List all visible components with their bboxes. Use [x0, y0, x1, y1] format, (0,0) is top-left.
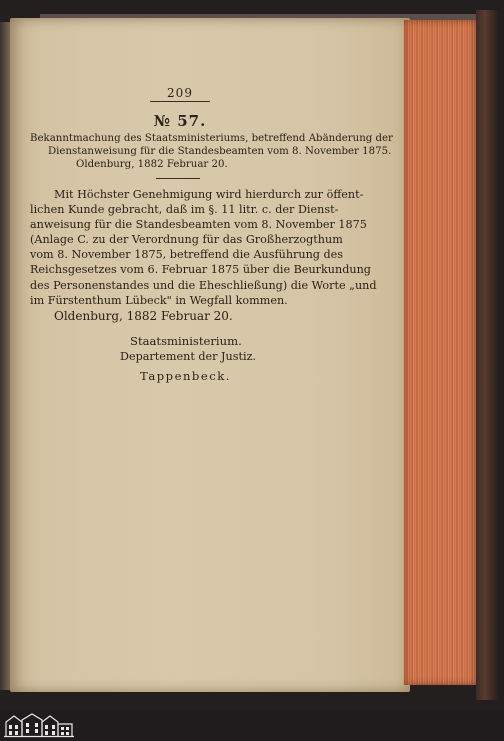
- body-line: Reichsgesetzes vom 6. Februar 1875 über die Beurkundung: [30, 263, 371, 277]
- heading-line: Bekanntmachung des Staatsministeriums, betreffend Abänderung der: [30, 133, 393, 144]
- body-line: im Fürstenthum Lübeck" in Wegfall kommen.: [30, 293, 288, 307]
- body-line: (Anlage C. zu der Verordnung für das Großherzogthum: [30, 233, 343, 247]
- notice-number: № 57.: [153, 112, 207, 130]
- signature-department: Departement der Justiz.: [120, 350, 257, 363]
- notice-body: [30, 187, 377, 308]
- signature-name: Tappenbeck.: [140, 369, 231, 383]
- body-line: des Personenstandes und die Eheschließung) die Worte „und: [30, 278, 377, 292]
- footer-bar: [0, 710, 504, 741]
- date-line: Oldenburg, 1882 Februar 20.: [54, 309, 233, 323]
- heading-line: Oldenburg, 1882 Februar 20.: [76, 159, 228, 170]
- heading-line: Dienstanweisung für die Standesbeamten vom 8. November 1875.: [48, 146, 392, 157]
- body-line: lichen Kunde gebracht, daß im §. 11 litr. c. der Dienst-: [30, 203, 339, 217]
- notice-heading: [30, 132, 393, 171]
- body-line: Mit Höchster Genehmigung wird hierdurch zur öffent-: [54, 188, 364, 201]
- page-edges: [404, 20, 476, 685]
- page-number-rule: [150, 101, 210, 102]
- book-spine: [476, 10, 498, 700]
- library-building-logo-icon: [4, 712, 74, 738]
- page-number: 209: [167, 86, 193, 100]
- heading-rule: [156, 178, 200, 179]
- signature-ministry: Staatsministerium.: [130, 334, 242, 348]
- body-line: vom 8. November 1875, betreffend die Ausführung des: [30, 248, 344, 262]
- body-line: anweisung für die Standesbeamten vom 8. November 1875: [30, 218, 367, 232]
